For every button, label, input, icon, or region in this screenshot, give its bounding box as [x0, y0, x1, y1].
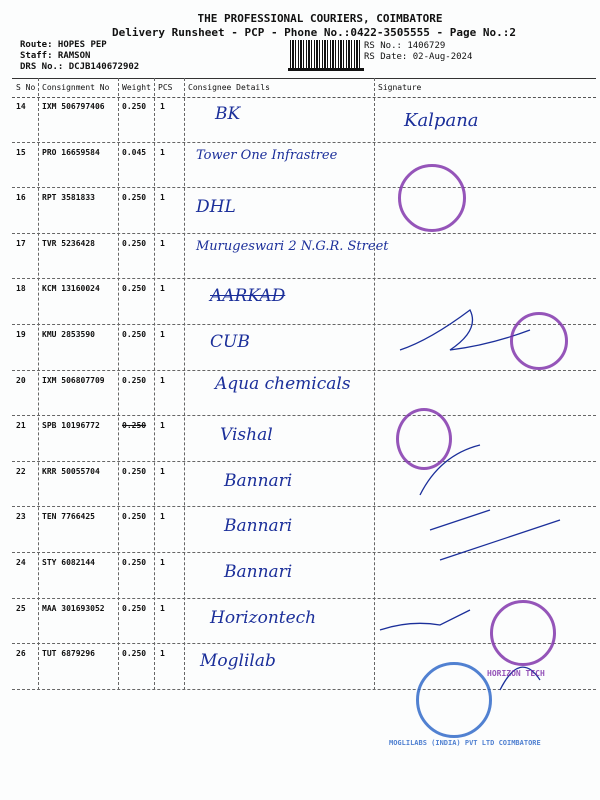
- cell-consignment: RPT 3581833: [42, 193, 95, 203]
- cell-sno: 25: [16, 603, 26, 613]
- cell-consignment: IXM 506797406: [42, 102, 105, 111]
- cell-sno: 19: [16, 330, 26, 339]
- cell-pcs: 1: [160, 193, 165, 203]
- barcode: [290, 40, 360, 68]
- consignee-handwritten: Moglilab: [200, 651, 276, 672]
- moglilabs-stamp-text: MOGLILABS (INDIA) PVT LTD COIMBATORE: [389, 739, 541, 747]
- col-sno: S No: [16, 83, 36, 92]
- company-stamp: [398, 164, 466, 232]
- cell-consignment: PRO 16659584: [42, 147, 100, 157]
- col-pcs: PCS: [158, 83, 173, 92]
- cell-weight: 0.250: [122, 466, 147, 476]
- table-row: [12, 96, 596, 143]
- consignee-handwritten: CUB: [210, 332, 250, 352]
- consignee-handwritten: AARKAD: [210, 286, 286, 307]
- cell-pcs: 1: [160, 421, 165, 431]
- cell-sno: 15: [16, 147, 26, 157]
- cell-consignment: KRR 50055704: [42, 466, 100, 476]
- cell-sno: 26: [16, 649, 26, 659]
- consignee-handwritten: Murugeswari 2 N.G.R. Street: [196, 238, 389, 254]
- cell-weight: 0.250: [122, 649, 147, 659]
- cell-weight: 0.250: [122, 330, 147, 339]
- cell-consignment: SPB 10196772: [42, 421, 100, 431]
- cell-pcs: 1: [160, 466, 165, 476]
- cell-sno: 24: [16, 558, 26, 567]
- cell-consignment: KCM 13160024: [42, 284, 100, 294]
- signature-row14: Kalpana: [404, 110, 479, 131]
- rs-number: RS No.: 1406729: [364, 41, 446, 51]
- col-signature: Signature: [378, 83, 422, 92]
- cell-pcs: 1: [160, 558, 165, 567]
- cell-sno: 14: [16, 102, 26, 111]
- cell-sno: 16: [16, 193, 26, 203]
- cell-weight: 0.250: [122, 193, 147, 203]
- consignee-handwritten: Bannari: [224, 562, 293, 582]
- cell-sno: 21: [16, 421, 26, 431]
- cell-consignment: TUT 6879296: [42, 649, 95, 659]
- horizon-stamp-text: HORIZON TECH: [487, 669, 545, 678]
- cell-consignment: STY 6082144: [42, 558, 95, 567]
- cell-pcs: 1: [160, 147, 165, 157]
- col-consignment: Consignment No: [42, 83, 110, 92]
- cell-weight: 0.250: [122, 421, 147, 431]
- cell-weight: 0.250: [122, 102, 147, 111]
- rs-date: RS Date: 02-Aug-2024: [364, 52, 473, 62]
- cell-pcs: 1: [160, 330, 165, 339]
- cell-pcs: 1: [160, 102, 165, 111]
- cell-weight: 0.250: [122, 558, 147, 567]
- consignee-handwritten: Horizontech: [210, 607, 317, 628]
- company-stamp: [510, 312, 568, 370]
- cell-weight: 0.045: [122, 147, 147, 157]
- col-consignee: Consignee Details: [188, 83, 270, 92]
- cell-sno: 23: [16, 512, 26, 522]
- consignee-handwritten: BK: [215, 104, 241, 124]
- cell-weight: 0.250: [122, 238, 147, 248]
- cell-weight: 0.250: [122, 375, 147, 385]
- cell-weight: 0.250: [122, 284, 147, 294]
- cell-pcs: 1: [160, 375, 165, 385]
- consignee-handwritten: Aqua chemicals: [215, 373, 351, 394]
- cell-pcs: 1: [160, 603, 165, 613]
- staff-label: Staff: RAMSON: [20, 51, 91, 61]
- cell-weight: 0.250: [122, 603, 147, 613]
- barcode-underline: [288, 68, 364, 71]
- cell-pcs: 1: [160, 238, 165, 248]
- cell-sno: 20: [16, 375, 26, 385]
- cell-weight: 0.250: [122, 512, 147, 522]
- cell-pcs: 1: [160, 649, 165, 659]
- cell-sno: 22: [16, 466, 26, 476]
- cell-pcs: 1: [160, 512, 165, 522]
- route-label: Route: HOPES PEP: [20, 40, 107, 50]
- cell-sno: 17: [16, 238, 26, 248]
- cell-consignment: TVR 5236428: [42, 238, 95, 248]
- col-weight: Weight: [122, 83, 151, 92]
- table-header: [12, 78, 596, 98]
- page-subtitle: Delivery Runsheet - PCP - Phone No.:0422-3505555 - Page No.:2: [112, 26, 516, 39]
- page-title: THE PROFESSIONAL COURIERS, COIMBATORE: [197, 12, 443, 25]
- cell-consignment: TEN 7766425: [42, 512, 95, 522]
- consignee-handwritten: Vishal: [220, 425, 273, 446]
- consignee-handwritten: Tower One Infrastree: [196, 147, 338, 163]
- horizon-tech-stamp: [487, 600, 556, 678]
- company-stamp: [396, 408, 452, 470]
- cell-consignment: KMU 2853590: [42, 330, 95, 339]
- consignee-handwritten: DHL: [196, 197, 236, 218]
- cell-consignment: IXM 506807709: [42, 375, 105, 385]
- consignee-handwritten: Bannari: [224, 470, 293, 491]
- consignee-handwritten: Bannari: [224, 516, 293, 537]
- drs-number: DRS No.: DCJB140672902: [20, 62, 140, 72]
- signature-scribbles: [360, 150, 590, 710]
- cell-consignment: MAA 301693052: [42, 603, 105, 613]
- cell-pcs: 1: [160, 284, 165, 294]
- cell-sno: 18: [16, 284, 26, 294]
